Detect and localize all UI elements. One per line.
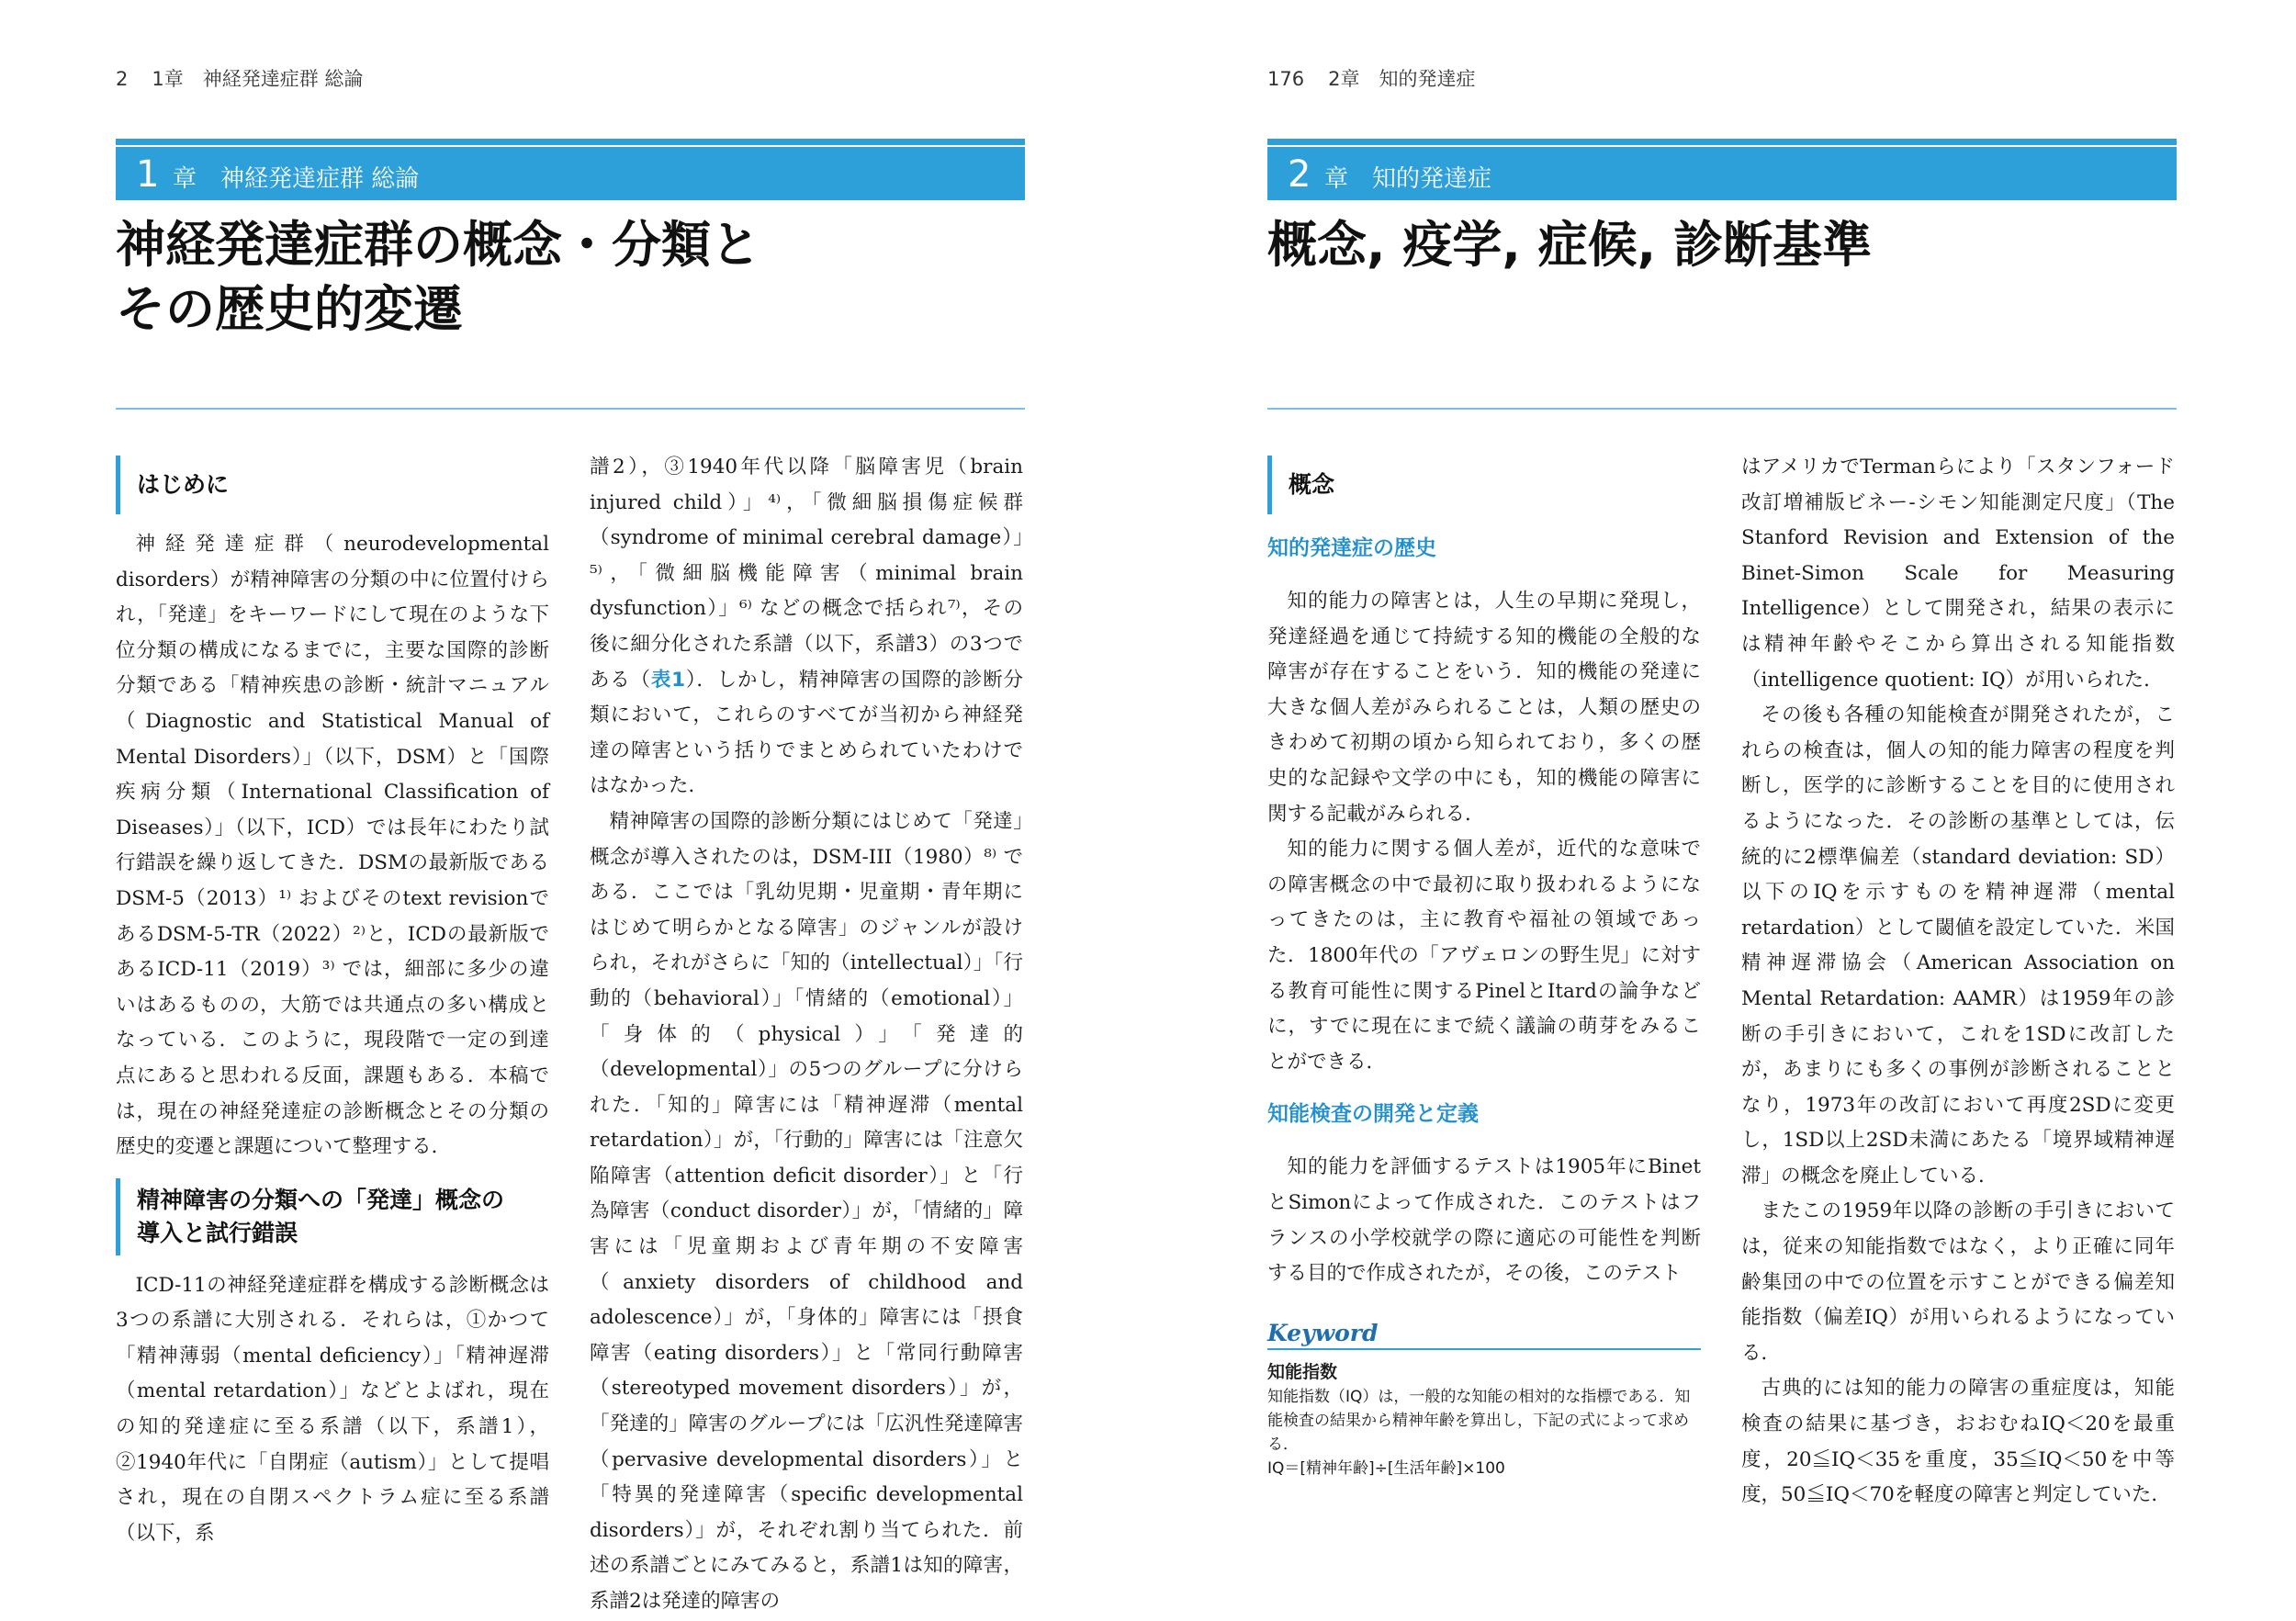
keyword-title: Keyword xyxy=(1267,1320,1701,1350)
left-column-1 xyxy=(116,450,549,1551)
section-heading-line2: 導入と試行錯誤 xyxy=(137,1219,298,1246)
running-head-text: 2章 知的発達症 xyxy=(1328,68,1476,90)
body-paragraph: 古典的には知的能力の障害の重症度は，知能検査の結果に基づき，おおむねIQ＜20を最重度，20≦IQ＜35を重度，35≦IQ＜50を中等度，50≦IQ＜70を軽度の障害と判定していた． xyxy=(1741,1377,2175,1507)
keyword-box xyxy=(1267,1320,1701,1480)
keyword-term: 知能指数 xyxy=(1267,1361,1338,1382)
section-heading-concept: 概念 xyxy=(1267,456,1701,514)
body-paragraph: またこの1959年以降の診断の手引きにおいては，従来の知能指数ではなく，より正確に同年齢集団の中での位置を示すことができる偏差知能指数（偏差IQ）が用いられるようになっている． xyxy=(1741,1199,2175,1365)
body-paragraph: 知的能力に関する個人差が，近代的な意味での障害概念の中で最初に取り扱われるようになってきたのは，主に教育や福祉の領域であった．1800年代の「アヴェロンの野生児」に対する教育可能性に関するPinelとItardの論争などに，すでに現在にまで続く議論の萌芽をみることができる． xyxy=(1267,838,1701,1074)
left-column-2 xyxy=(590,450,1023,1620)
body-paragraph: その後も各種の知能検査が開発されたが，これらの検査は，個人の知的能力障害の程度を判断し，医学的に診断することを目的に使用されるようになった．その診断の基準としては，伝統的に2標準偏差（standard deviation: SD）以下のIQを示すものを精神遅滞（mental retardation）として閾値を設定していた．米国精神遅滞協会（American Association on Mental Retardation: AAMR）は1959年の診断の手引きにおいて，これを1SDに改訂したが，あまりにも多くの事例が診断されることとなり，1973年の改訂において再度2SDに変更し，1SD以上2SD未満にあたる「境界域精神遅滞」の概念を廃止している． xyxy=(1741,704,2175,1188)
right-page xyxy=(1148,0,2296,1621)
body-paragraph-continued xyxy=(590,450,1023,805)
chapter-top-rule xyxy=(1267,139,2177,145)
chapter-label: 章 神経発達症群 総論 xyxy=(173,165,420,193)
keyword-formula: IQ＝[精神年齢]÷[生活年齢]×100 xyxy=(1267,1458,1505,1478)
paragraph-text: 譜2），③1940年代以降「脳障害児（brain injured child）」⁴⁾，「微細脳損傷症候群（syndrome of minimal cerebral damage）」⁵⁾，「微細脳機能障害（minimal brain dysfunction）」⁶⁾ などの概念で括られ⁷⁾，その後に細分化された系譜（以下，系譜3）の3つである（ xyxy=(590,456,1023,692)
article-title-line2: その歴史的変遷 xyxy=(116,280,463,338)
subsection-heading-history: 知的発達症の歴史 xyxy=(1267,536,1436,560)
chapter-number: 2 xyxy=(1288,153,1311,196)
body-paragraph: 知的能力を評価するテストは1905年にBinetとSimonによって作成された．このテストはフランスの小学校就学の際に適応の可能性を判断する目的で作成されたが，その後，このテスト xyxy=(1267,1155,1701,1286)
subsection-heading-iq-tests: 知能検査の開発と定義 xyxy=(1267,1102,1479,1127)
intro-paragraph: 神経発達症群（neurodevelopmental disorders）が精神障害の分類の中に位置付けられ，「発達」をキーワードにして現在のような下位分類の構成になるまでに，主要な国際的診断分類である「精神疾患の診断・統計マニュアル（Diagnostic and Statistical Manual of Mental Disorders）」（以下，DSM）と「国際疾病分類（International Classification of Diseases）」（以下，ICD）では長年にわたり試行錯誤を繰り返してきた．DSMの最新版であるDSM-5（2013）¹⁾ およびそのtext revisionであるDSM-5-TR（2022）²⁾と，ICDの最新版であるICD-11（2019）³⁾ では，細部に多少の違いはあるものの，大筋では共通点の多い構成となっている．このように，現段階で一定の到達点にあると思われる反面，課題もある．本稿では，現在の神経発達症の診断概念とその分類の歴史的変遷と課題について整理する． xyxy=(116,533,549,1159)
table-reference-link[interactable]: 表1 xyxy=(650,668,686,692)
keyword-description: 知能指数（IQ）は，一般的な知能の相対的な指標である．知能検査の結果から精神年齢を算出し，下記の式によって求める． xyxy=(1267,1387,1691,1454)
chapter-top-rule xyxy=(116,139,1025,145)
right-column-2 xyxy=(1741,450,2175,1514)
page-number: 2 xyxy=(116,68,129,90)
title-separator xyxy=(116,408,1025,410)
right-column-1 xyxy=(1267,450,1701,1480)
running-head-text: 1章 神経発達症群 総論 xyxy=(152,68,364,90)
running-head xyxy=(1267,64,1475,92)
section-heading-line1: 精神障害の分類への「発達」概念の xyxy=(137,1186,505,1213)
article-title xyxy=(116,213,760,342)
chapter-label: 章 知的発達症 xyxy=(1324,165,1492,193)
body-paragraph: ICD-11の神経発達症群を構成する診断概念は3つの系譜に大別される．それらは，①かつて「精神薄弱（mental deficiency）」「精神遅滞（mental retardation）」などとよばれ，現在の知的発達症に至る系譜（以下，系譜1），②1940年代に「自閉症（autism）」として提唱され，現在の自閉スペクトラム症に至る系譜（以下，系 xyxy=(116,1273,549,1545)
body-paragraph: 精神障害の国際的診断分類にはじめて「発達」概念が導入されたのは，DSM-III（1980）⁸⁾ である．ここでは「乳幼児期・児童期・青年期にはじめて明らかとなる障害」のジャンルが設けられ，それがさらに「知的（intellectual）」「行動的（behavioral）」「情緒的（emotional）」「身体的（physical）」「発達的（developmental）」の5つのグループに分けられた．「知的」障害には「精神遅滞（mental retardation）」が，「行動的」障害には「注意欠陥障害（attention deficit disorder）」と「行為障害（conduct disorder）」が，「情緒的」障害には「児童期および青年期の不安障害（anxiety disorders of childhood and adolescence）」が，「身体的」障害には「摂食障害（eating disorders）」と「常同行動障害（stereotyped movement disorders）」が，「発達的」障害のグループには「広汎性発達障害（pervasive developmental disorders）」と「特異的発達障害（specific developmental disorders）」が，それぞれ割り当てられた．前述の系譜ごとにみてみると，系譜1は知的障害，系譜2は発達的障害の xyxy=(590,809,1023,1613)
running-head xyxy=(116,64,363,92)
article-title-line1: 神経発達症群の概念・分類と xyxy=(116,216,760,274)
section-heading-intro: はじめに xyxy=(116,456,549,514)
title-separator xyxy=(1267,408,2177,410)
chapter-number: 1 xyxy=(136,153,160,196)
body-paragraph: 知的能力の障害とは，人生の早期に発現し，発達経過を通じて持続する知的機能の全般的な障害が存在することをいう．知的機能の発達に大きな個人差がみられることは，人類の歴史のきわめて初期の頃から知られており，多くの歴史的な記録や文学の中にも，知的機能の障害に関する記載がみられる． xyxy=(1267,590,1701,826)
article-title: 概念, 疫学, 症候, 診断基準 xyxy=(1267,216,1872,274)
page-number: 176 xyxy=(1267,68,1305,90)
chapter-band xyxy=(1267,147,2177,200)
paragraph-text: ）．しかし，精神障害の国際的診断分類において，これらのすべてが当初から神経発達の障害という括りでまとめられていたわけではなかった． xyxy=(590,668,1023,798)
body-paragraph-continued: はアメリカでTermanらにより「スタンフォード改訂増補版ビネー-シモン知能測定尺度」（The Stanford Revision and Extension of the Binet-Simon Scale for Measuring Intelligence）として開発され，結果の表示には精神年齢やそこから算出される知能指数（intelligence quotient: IQ）が用いられた． xyxy=(1741,456,2175,692)
chapter-band xyxy=(116,147,1025,200)
section-heading-development xyxy=(116,1178,549,1255)
